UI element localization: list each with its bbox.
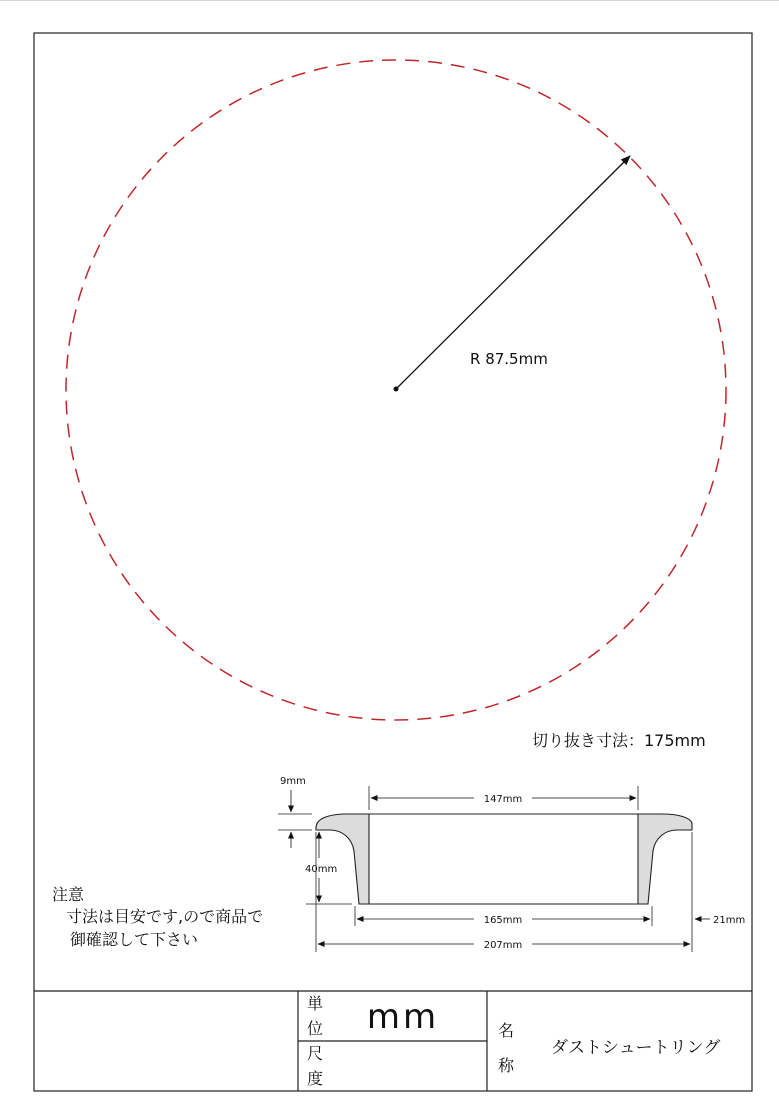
- dim-top-label: 147mm: [483, 794, 523, 805]
- scale-char-1: 尺: [307, 1044, 324, 1063]
- dimension-height: [305, 832, 352, 904]
- unit-char-2: 位: [307, 1019, 324, 1038]
- name-char-2: 称: [498, 1056, 515, 1075]
- title-block: [34, 991, 752, 1091]
- right-ring-wall: [638, 814, 692, 904]
- dimension-right: [695, 915, 745, 926]
- unit-char-1: 単: [307, 994, 324, 1013]
- caution-note: [52, 885, 263, 949]
- cutout-size-label: 切り抜き寸法：175mm: [532, 731, 706, 750]
- dim-outer-label: 207mm: [483, 940, 523, 951]
- dim-right-label: 21mm: [713, 915, 746, 926]
- note-title: 注意: [52, 885, 85, 904]
- scale-char-2: 度: [307, 1069, 324, 1088]
- dimension-flange: [278, 776, 312, 848]
- dim-flange-label: 9mm: [280, 776, 306, 787]
- dim-inner-label: 165mm: [483, 915, 523, 926]
- note-line-2: 御確認して下さい: [70, 930, 199, 949]
- unit-value: mm: [366, 997, 440, 1037]
- dimension-outer: [316, 832, 692, 952]
- note-line-1: 寸法は目安です,ので商品で: [66, 907, 264, 926]
- ring-cross-section: [316, 814, 692, 904]
- name-char-1: 名: [498, 1021, 515, 1040]
- dim-height-label: 40mm: [305, 864, 338, 875]
- radius-label: R 87.5mm: [470, 350, 548, 368]
- dimension-top: [369, 786, 638, 810]
- dimension-inner: [355, 906, 652, 926]
- left-ring-wall: [316, 814, 369, 904]
- product-name: ダストシュートリング: [551, 1038, 721, 1058]
